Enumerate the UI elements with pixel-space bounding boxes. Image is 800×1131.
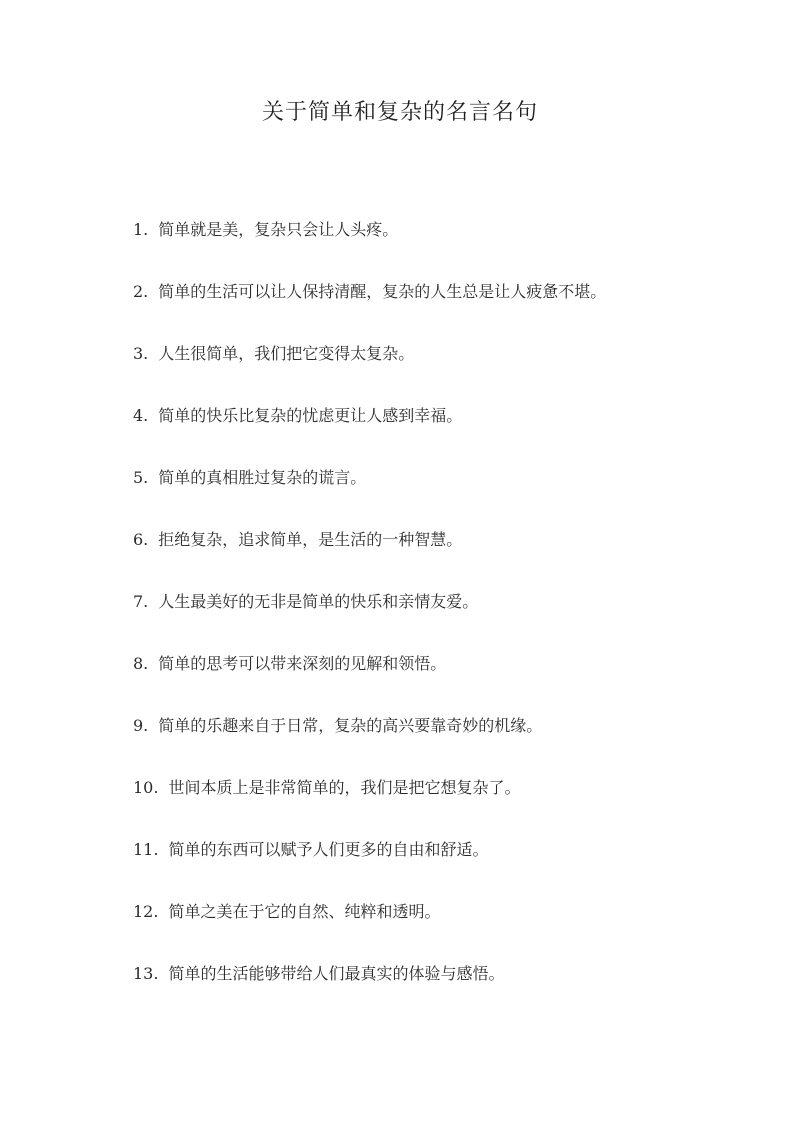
list-item — [133, 648, 773, 710]
list-item — [133, 586, 773, 648]
list-item-number: 10. — [133, 778, 159, 797]
list-item — [133, 524, 773, 586]
list-item-text: 简单的乐趣来自于日常，复杂的高兴要靠奇妙的机缘。 — [158, 716, 543, 735]
list-item-number: 9. — [133, 716, 149, 735]
list-item — [133, 214, 773, 276]
list-item — [133, 834, 773, 896]
list-item-number: 1. — [133, 220, 149, 239]
list-item-number: 13. — [133, 964, 159, 983]
list-item-text: 拒绝复杂，追求简单，是生活的一种智慧。 — [158, 530, 463, 549]
list-item — [133, 462, 773, 524]
list-item-number: 12. — [133, 902, 159, 921]
list-item-text: 简单的思考可以带来深刻的见解和领悟。 — [158, 654, 447, 673]
list-item-number: 5. — [133, 468, 149, 487]
list-item — [133, 276, 773, 338]
list-item-text: 人生最美好的无非是简单的快乐和亲情友爱。 — [158, 592, 479, 611]
list-item-text: 简单就是美，复杂只会让人头疼。 — [158, 220, 399, 239]
list-item — [133, 772, 773, 834]
list-item-text: 人生很简单，我们把它变得太复杂。 — [158, 344, 415, 363]
list-item-number: 3. — [133, 344, 149, 363]
list-item-number: 11. — [133, 840, 159, 859]
list-item-text: 简单的生活能够带给人们最真实的体验与感悟。 — [168, 964, 505, 983]
list-item-number: 4. — [133, 406, 149, 425]
list-item-text: 简单的生活可以让人保持清醒，复杂的人生总是让人疲惫不堪。 — [158, 282, 607, 301]
list-item-number: 2. — [133, 282, 149, 301]
list-item-text: 简单的快乐比复杂的忧虑更让人感到幸福。 — [158, 406, 463, 425]
list-item — [133, 710, 773, 772]
quote-list — [133, 214, 773, 1020]
list-item — [133, 896, 773, 958]
list-item — [133, 400, 773, 462]
list-item-text: 简单的东西可以赋予人们更多的自由和舒适。 — [168, 840, 489, 859]
list-item-number: 8. — [133, 654, 149, 673]
page-title: 关于简单和复杂的名言名句 — [261, 100, 538, 125]
list-item-number: 7. — [133, 592, 149, 611]
list-item-text: 简单的真相胜过复杂的谎言。 — [158, 468, 367, 487]
list-item — [133, 338, 773, 400]
list-item — [133, 958, 773, 1020]
list-item-text: 世间本质上是非常简单的，我们是把它想复杂了。 — [168, 778, 521, 797]
list-item-text: 简单之美在于它的自然、纯粹和透明。 — [168, 902, 441, 921]
list-item-number: 6. — [133, 530, 149, 549]
